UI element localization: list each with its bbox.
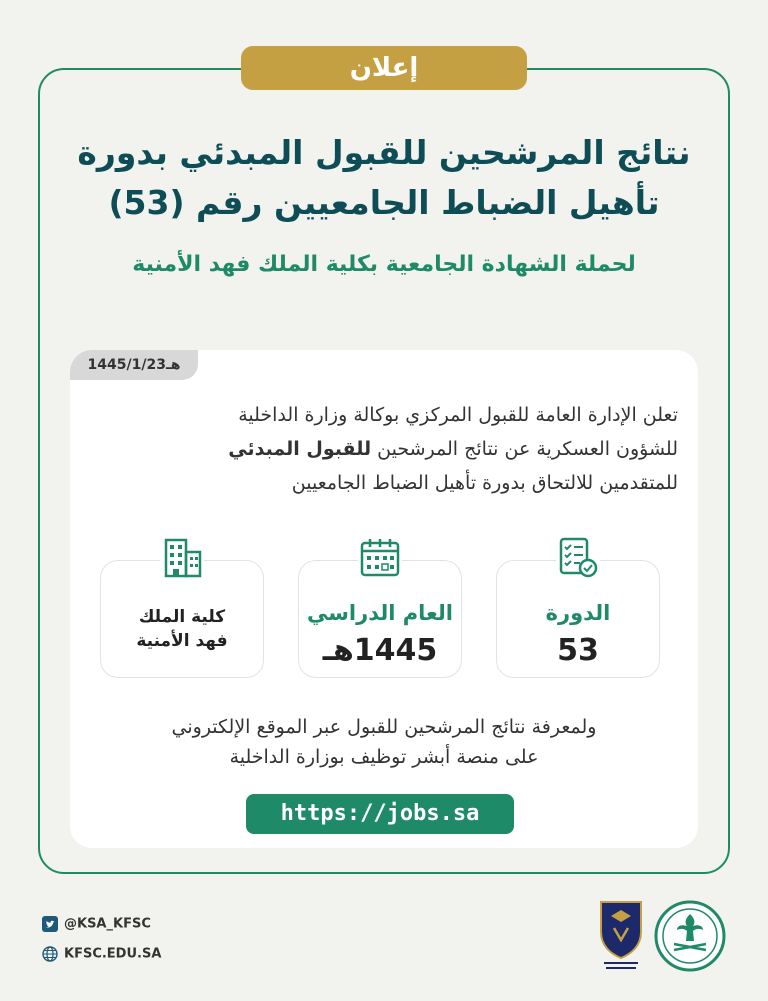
content-card	[70, 350, 698, 848]
outro-text	[100, 712, 668, 772]
intro-text	[100, 398, 678, 500]
outro-line-2: على منصة أبشر توظيف بوزارة الداخلية	[229, 746, 539, 768]
calendar-icon	[358, 536, 402, 580]
date-label: 1445/1/23هـ	[70, 350, 198, 380]
intro-line-2	[100, 432, 678, 466]
intro-line-3: للمتقدمين للالتحاق بدورة تأهيل الضباط الجامعيين	[291, 472, 678, 494]
building-icon	[160, 536, 204, 580]
jobs-url-button[interactable]: https://jobs.sa	[246, 794, 514, 834]
twitter-handle[interactable]	[42, 916, 151, 932]
checklist-icon	[556, 536, 600, 580]
twitter-handle-text: @KSA_KFSC	[64, 916, 151, 932]
intro-line-2-bold: للقبول المبدئي	[228, 438, 372, 460]
website-link-text: KFSC.EDU.SA	[64, 946, 162, 962]
intro-line-1: تعلن الإدارة العامة للقبول المركزي بوكالة وزارة الداخلية	[238, 404, 678, 426]
course-label: الدورة	[545, 601, 611, 625]
outro-line-1: ولمعرفة نتائج المرشحين للقبول عبر الموقع الإلكتروني	[171, 716, 597, 738]
globe-icon	[42, 946, 58, 962]
kfsc-logo	[596, 898, 646, 972]
page-subtitle: لحملة الشهادة الجامعية بكلية الملك فهد الأمنية	[132, 252, 636, 277]
announcement-badge: إعلان	[241, 46, 527, 90]
intro-line-2-text: للشؤون العسكرية عن نتائج المرشحين	[371, 438, 678, 460]
page-title	[60, 128, 708, 228]
website-link[interactable]	[42, 946, 161, 962]
twitter-icon	[42, 916, 58, 932]
college-line-1: كلية الملك	[138, 607, 226, 627]
ministry-emblem	[654, 900, 726, 972]
title-line-2: تأهيل الضباط الجامعيين رقم (53)	[108, 183, 660, 222]
college-line-2: فهد الأمنية	[136, 631, 228, 651]
course-value: 53	[557, 633, 599, 668]
year-label: العام الدراسي	[307, 601, 453, 625]
title-line-1: نتائج المرشحين للقبول المبدئي بدورة	[77, 133, 691, 172]
year-value: 1445هـ	[322, 633, 438, 668]
